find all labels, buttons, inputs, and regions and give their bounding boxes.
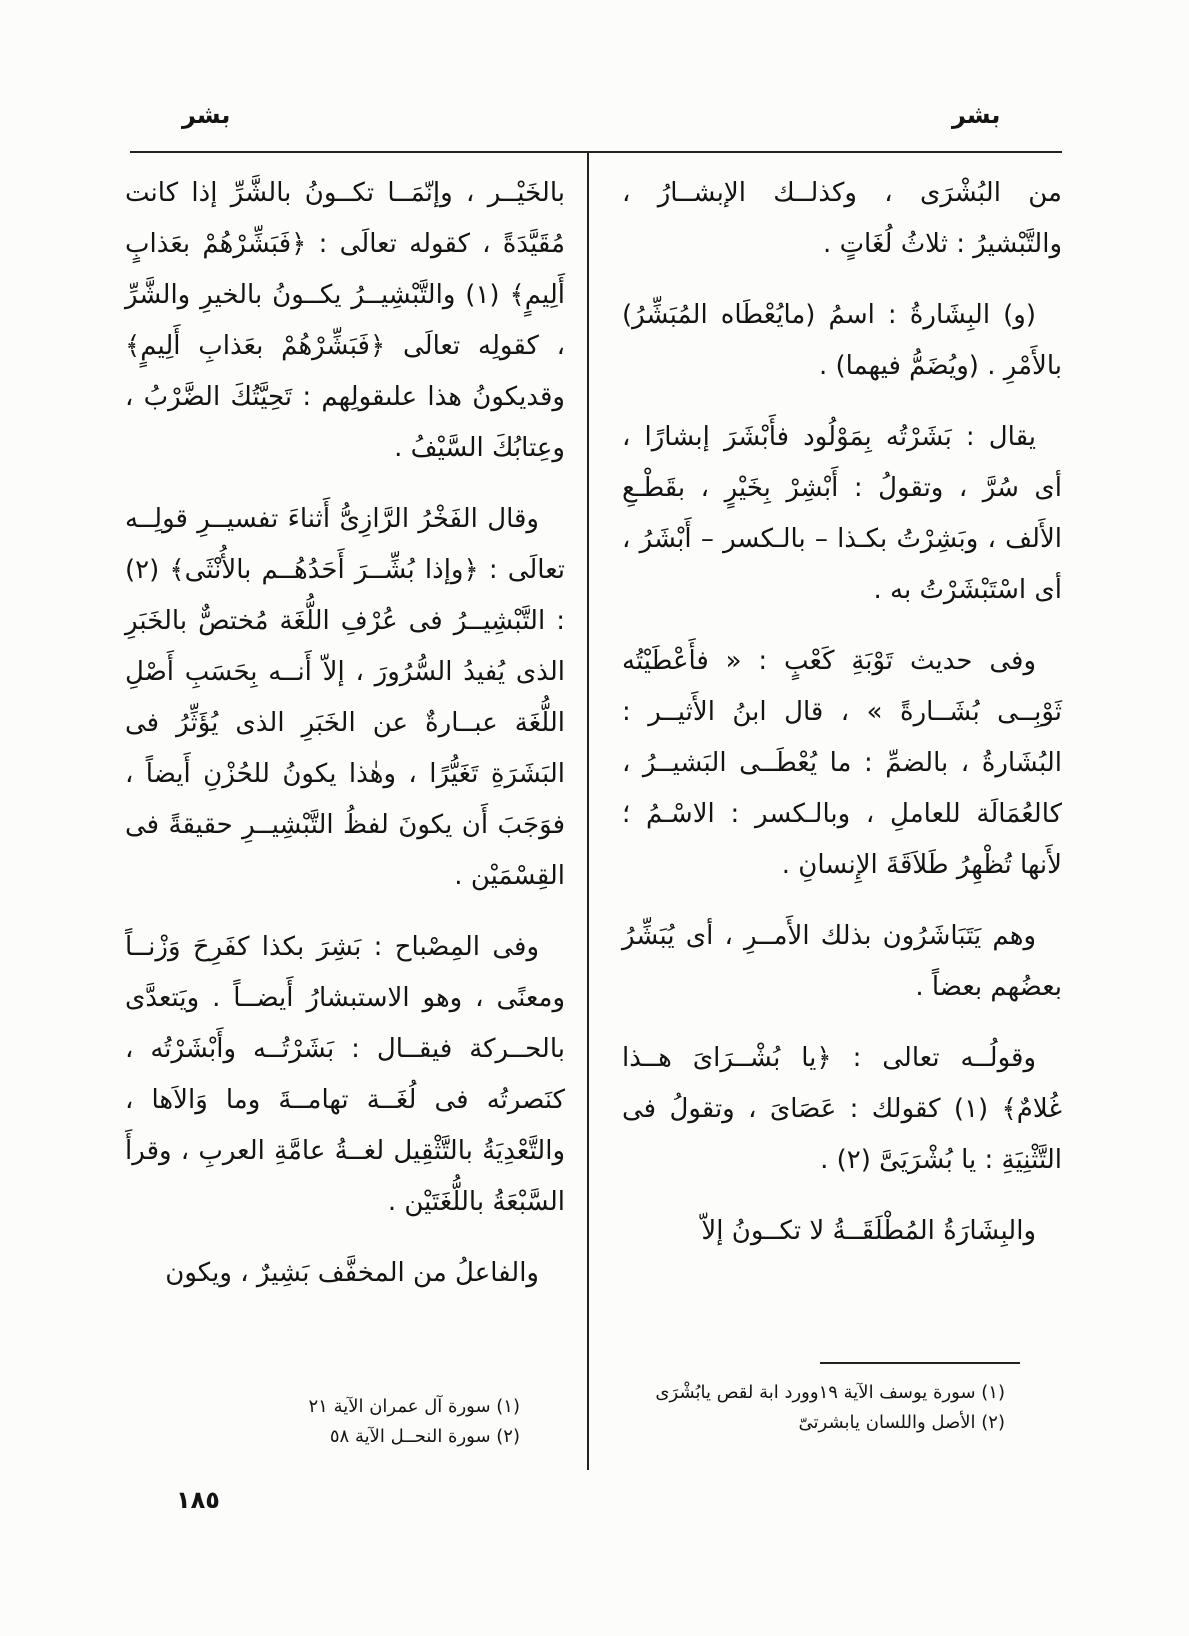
paragraph: من البُشْرَى ، وكذلــك الإبشــارُ ، والتَّبْشيرُ : ثلاثُ لُغَاتٍ . <box>622 178 1062 259</box>
left-footnotes <box>150 1392 520 1452</box>
paragraph: والفاعلُ من المخفَّف بَشِيرٌ ، ويكون <box>165 1258 539 1288</box>
right-footnotes <box>600 1378 1005 1438</box>
footnote: (٢) سورة النحــل الآية ٥٨ <box>329 1426 520 1447</box>
right-column <box>622 168 1062 1277</box>
footnote-rule <box>820 1362 1020 1364</box>
page-number: ١٨٥ <box>176 1486 220 1514</box>
footnote: (٢) الأصل واللسان يابشرتىّ <box>798 1412 1005 1433</box>
footnote: (١) سورة يوسف الآية ١٩وورد ابة لقص يابُشْرَى <box>655 1382 1005 1403</box>
header-rule <box>130 151 1062 153</box>
running-header-right: بشر <box>952 101 1001 129</box>
footnote: (١) سورة آل عمران الآية ٢١ <box>308 1396 520 1417</box>
left-column <box>125 168 565 1319</box>
paragraph: والبِشَارَةُ المُطْلَقَــةُ لا تكــونُ إلاّ <box>701 1216 1036 1246</box>
paragraph: (و) البِشَارةُ : اسمُ (مايُعْطَاه المُبَشِّرُ) بالأَمْرِ . (ويُضَمُّ فيهما) . <box>622 300 1062 381</box>
paragraph: وقال الفَخْرُ الرَّازِىُّ أَثناءَ تفسيــرِ قولِــه تعالَى : ﴿وإذا بُشِّــرَ أَحَدُهُــم بالأُنْثَى﴾ (٢) : التَّبْشِيــرُ فى عُرْفِ اللُّغَة مُختصٌّ بالخَبَرِ الذى يُفيدُ السُّرُورَ ، إلاّ أَنــه بِحَسَبِ أَصْلِ اللُّغَة عبــارةٌ عن الخَبَرِ الذى يُؤَثِّرُ فى البَشَرَةِ تَغَيُّرًا ، وهٰذا يكونُ للحُزْنِ أَيضاً ، فوَجَبَ أَن يكونَ لفظُ التَّبْشِيــرِ حقيقةً فى القِسْمَيْن . <box>125 504 565 891</box>
paragraph: وقولُــه تعالى : ﴿يا بُشْــرَاىَ هــذا غُلامٌ﴾ (١) كقولك : عَصَاىَ ، وتقولُ فى التَّثْنِيَةِ : يا بُشْرَيَىَّ (٢) . <box>622 1043 1062 1175</box>
paragraph: بالخَيْــر ، وإنّمَــا تكــونُ بالشَّرِّ إذا كانت مُقَيَّدَةً ، كقوله تعالَى : ﴿فَبَشِّرْهُمْ بعَذابٍ أَلِيمٍ﴾ (١) والتَّبْشِيــرُ يكــونُ بالخيرِ والشَّرِّ ، كقولِه تعالَى ﴿فَبَشِّرْهُمْ بعَذابِ أَلِيمٍ﴾ وقديكونُ هذا علىقولِهم : تَحِيَّتُكَ الضَّرْبُ ، وعِتابُكَ السَّيْفُ . <box>125 178 566 463</box>
running-header-left: بشر <box>182 101 231 129</box>
paragraph: وفى المِصْباح : بَشِرَ بكذا كفَرِحَ وَزْنــاً ومعنًى ، وهو الاستبشارُ أَيضــاً . ويَتعدَّى بالحــركة فيقــال : بَشَرْتُــه وأَبْشَرْتُه ، كنَصرتُه فى لُغَــة تهامــةَ وما وَالاَها ، والتَّعْدِيَةُ بالتَّثْقِيل لغــةُ عامَّةِ العربِ ، وقرأَ السَّبْعَةُ باللُّغَتَيْن . <box>125 932 565 1217</box>
column-divider <box>587 152 589 1470</box>
paragraph: وفى حديث تَوْبَةِ كَعْبٍ : « فأَعْطَيْتُه ثَوْبِــى بُشَــارةً » ، قال ابنُ الأَثيــر : البُشَارةُ ، بالضمِّ : ما يُعْطَــى البَشيــرُ ، كالعُمَالَة للعاملِ ، وبالـكسر : الاسْـمُ ؛ لأَنها تُظْهِرُ طَلاَقَةَ الإِنسانِ . <box>622 646 1062 880</box>
paragraph: وهم يَتَبَاشَرُون بذلك الأَمــرِ ، أى يُبَشِّرُ بعضُهم بعضاً . <box>622 921 1062 1002</box>
paragraph: يقال : بَشَرْتُه بِمَوْلُود فأَبْشَرَ إبشارًا ، أى سُرَّ ، وتقولُ : أَبْشِرْ بِخَيْرٍ ، بقَطْـعِ الأَلف ، وبَشِرْتُ بكـذا – بالـكسر – أَبْشَرُ ، أى اسْتَبْشَرْتُ به . <box>622 422 1062 605</box>
